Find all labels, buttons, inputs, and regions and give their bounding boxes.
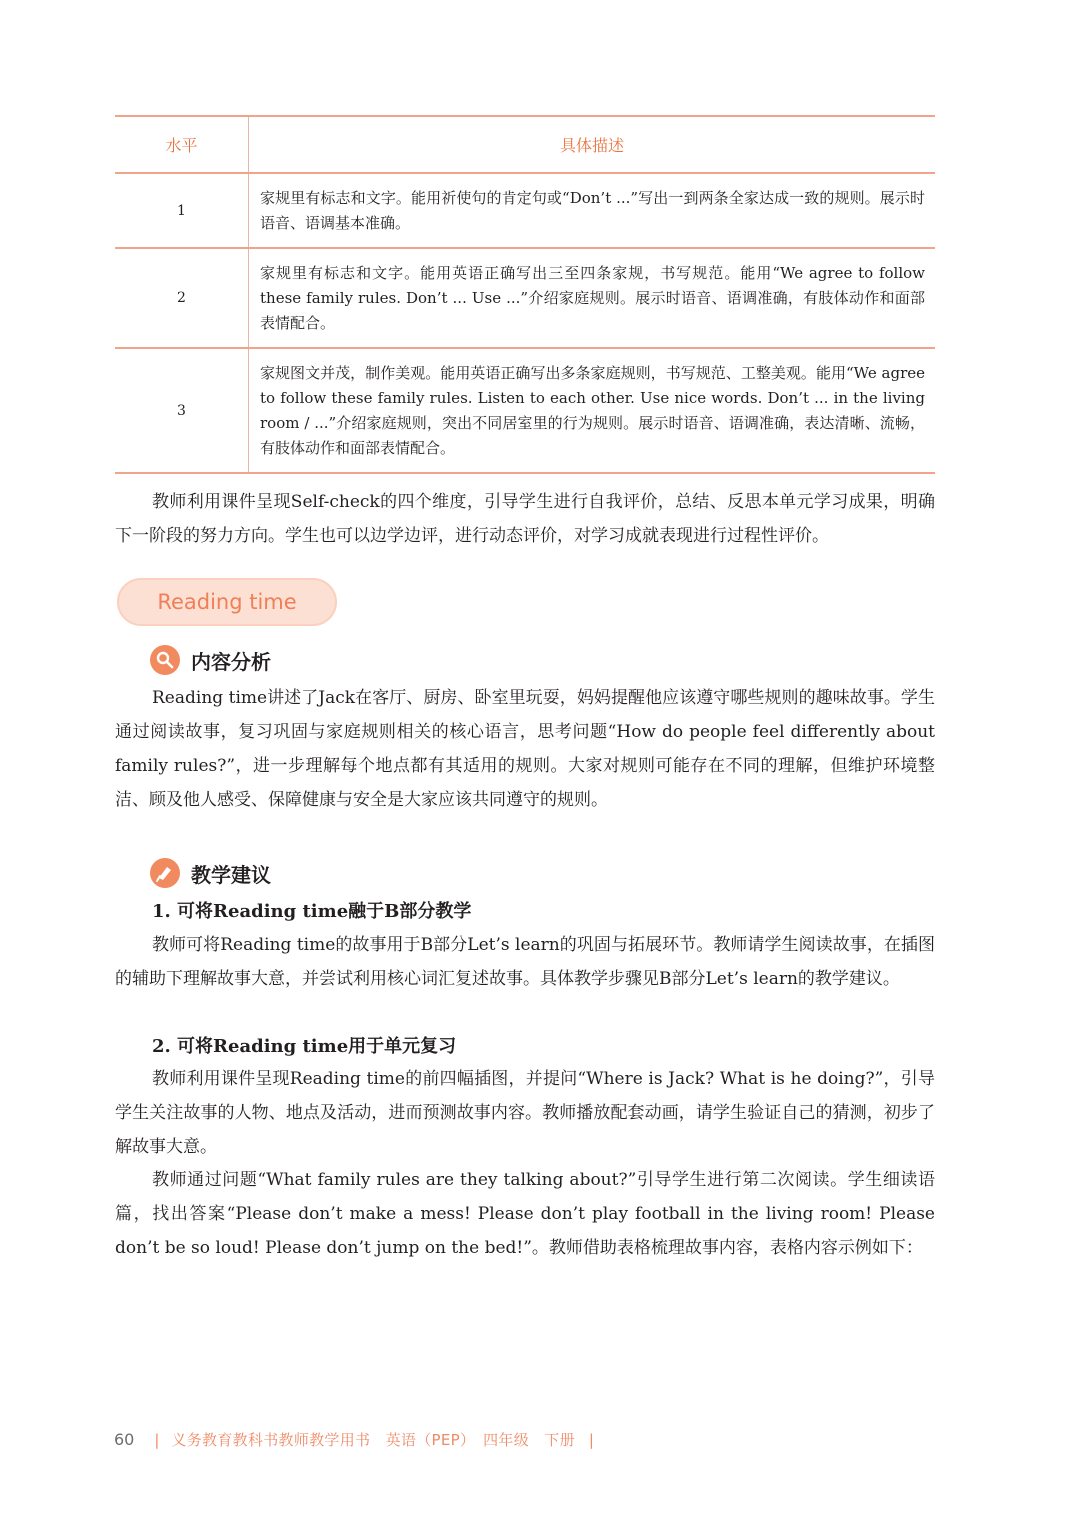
footer-separator-right: |	[588, 1430, 594, 1449]
teaching-suggestions-title: 教学建议	[191, 862, 271, 887]
row-level: 3	[115, 348, 249, 473]
suggestion-2-paragraph-1: 教师利用课件呈现Reading time的前四幅插图，并提问“Where is Jack? What is he doing?”，引导学生关注故事的人物、地点及活动，进而预测故事内容。教师播放配套动画，请学生验证自己的猜测，初步了解故事大意。	[115, 1069, 935, 1157]
selfcheck-paragraph: 教师利用课件呈现Self-check的四个维度，引导学生进行自我评价，总结、反思本单元学习成果，明确下一阶段的努力方向。学生也可以边学边评，进行动态评价，对学习成就表现进行过程性评价。	[115, 492, 935, 546]
footer-separator-left: |	[154, 1430, 160, 1449]
table-header-row	[115, 116, 935, 173]
table-row	[115, 248, 935, 348]
teaching-suggestions-heading	[150, 858, 271, 888]
rubric-table	[115, 115, 935, 474]
content-analysis-title: 内容分析	[191, 649, 271, 674]
row-level: 1	[115, 173, 249, 248]
suggestion-2-title: 2. 可将Reading time用于单元复习	[152, 1036, 457, 1057]
suggestion-1-title: 1. 可将Reading time融于B部分教学	[152, 901, 472, 922]
header-description: 具体描述	[249, 116, 936, 173]
magnifier-icon	[150, 645, 180, 675]
pen-icon	[150, 858, 180, 888]
book-title: 义务教育教科书教师教学用书 英语（PEP） 四年级 下册	[171, 1431, 575, 1449]
suggestion-1-paragraph: 教师可将Reading time的故事用于B部分Let’s learn的巩固与拓展环节。教师请学生阅读故事，在插图的辅助下理解故事大意，并尝试利用核心词汇复述故事。具体教学步骤见B部分Let’s learn的教学建议。	[115, 935, 935, 989]
page-footer	[114, 1429, 594, 1450]
table-row	[115, 173, 935, 248]
table-row	[115, 348, 935, 473]
reading-time-badge: Reading time	[117, 578, 337, 626]
content-analysis-heading	[150, 645, 271, 675]
row-description: 家规图文并茂，制作美观。能用英语正确写出多条家庭规则，书写规范、工整美观。能用“We agree to follow these family rules. Listen to each other. Use nice words. Don’t ... in the living room / ...”介绍家庭规则，突出不同居室里的行为规则。展示时语音、语调准确，表达清晰、流畅，有肢体动作和面部表情配合。	[249, 348, 936, 473]
header-level: 水平	[115, 116, 249, 173]
content-analysis-text: Reading time讲述了Jack在客厅、厨房、卧室里玩耍，妈妈提醒他应该遵守哪些规则的趣味故事。学生通过阅读故事，复习巩固与家庭规则相关的核心语言，思考问题“How do people feel differently about family rules?”，进一步理解每个地点都有其适用的规则。大家对规则可能存在不同的理解，但维护环境整洁、顾及他人感受、保障健康与安全是大家应该共同遵守的规则。	[115, 688, 935, 810]
suggestion-2-paragraph-2: 教师通过问题“What family rules are they talking about?”引导学生进行第二次阅读。学生细读语篇，找出答案“Please don’t make a mess! Please don’t play football in the living room! Please don’t be so loud! Please don’t jump on the bed!”。教师借助表格梳理故事内容，表格内容示例如下：	[115, 1170, 935, 1258]
row-description: 家规里有标志和文字。能用英语正确写出三至四条家规，书写规范。能用“We agree to follow these family rules. Don’t ... Use ...”介绍家庭规则。展示时语音、语调准确，有肢体动作和面部表情配合。	[249, 248, 936, 348]
page-number: 60	[114, 1430, 135, 1449]
row-description: 家规里有标志和文字。能用祈使句的肯定句或“Don’t ...”写出一到两条全家达成一致的规则。展示时语音、语调基本准确。	[249, 173, 936, 248]
row-level: 2	[115, 248, 249, 348]
